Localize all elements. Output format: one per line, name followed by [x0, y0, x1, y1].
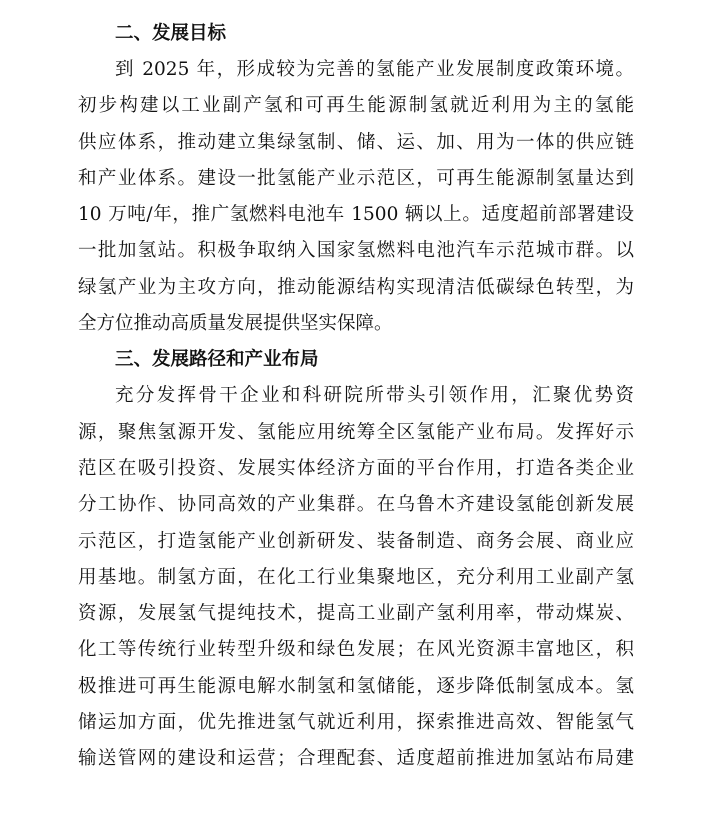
text-line: 和产业体系。建设一批氢能产业示范区，可再生能源制氢量达到 — [78, 167, 634, 189]
document-page — [78, 16, 634, 778]
text-line: 到 2025 年，形成较为完善的氢能产业发展制度政策环境。 — [115, 59, 634, 80]
text-line: 供应体系，推动建立集绿氢制、储、运、加、用为一体的供应链 — [78, 131, 634, 153]
section-heading-development-path: 三、发展路径和产业布局 — [115, 349, 319, 371]
text-line: 分工协作、协同高效的产业集群。在乌鲁木齐建设氢能创新发展 — [78, 494, 634, 516]
text-line: 化工等传统行业转型升级和绿色发展；在风光资源丰富地区，积 — [78, 639, 634, 661]
text-line: 全方位推动高质量发展提供坚实保障。 — [78, 313, 393, 335]
text-line: 初步构建以工业副产氢和可再生能源制氢就近利用为主的氢能 — [78, 95, 634, 117]
text-line: 极推进可再生能源电解水制氢和氢储能，逐步降低制氢成本。氢 — [78, 675, 634, 697]
text-line: 资源，发展氢气提纯技术，提高工业副产氢利用率，带动煤炭、 — [78, 603, 634, 625]
text-line: 输送管网的建设和运营；合理配套、适度超前推进加氢站布局建 — [78, 748, 634, 770]
text-line: 充分发挥骨干企业和科研院所带头引领作用，汇聚优势资 — [115, 385, 634, 407]
text-line: 绿氢产业为主攻方向，推动能源结构实现清洁低碳绿色转型，为 — [78, 276, 634, 298]
text-line: 源，聚焦氢源开发、氢能应用统筹全区氢能产业布局。发挥好示 — [78, 421, 634, 443]
text-line: 储运加方面，优先推进氢气就近利用，探索推进高效、智能氢气 — [78, 712, 634, 734]
text-line: 一批加氢站。积极争取纳入国家氢燃料电池汽车示范城市群。以 — [78, 240, 634, 262]
section-heading-development-goals: 二、发展目标 — [115, 23, 227, 44]
text-line: 10 万吨/年，推广氢燃料电池车 1500 辆以上。适度超前部署建设 — [78, 204, 634, 226]
text-line: 范区在吸引投资、发展实体经济方面的平台作用，打造各类企业 — [78, 457, 634, 479]
text-line: 用基地。制氢方面，在化工行业集聚地区，充分利用工业副产氢 — [78, 566, 634, 588]
paragraph-development-path — [78, 378, 634, 777]
text-line: 示范区，打造氢能产业创新研发、装备制造、商务会展、商业应 — [78, 530, 634, 552]
paragraph-development-goals — [78, 52, 634, 342]
